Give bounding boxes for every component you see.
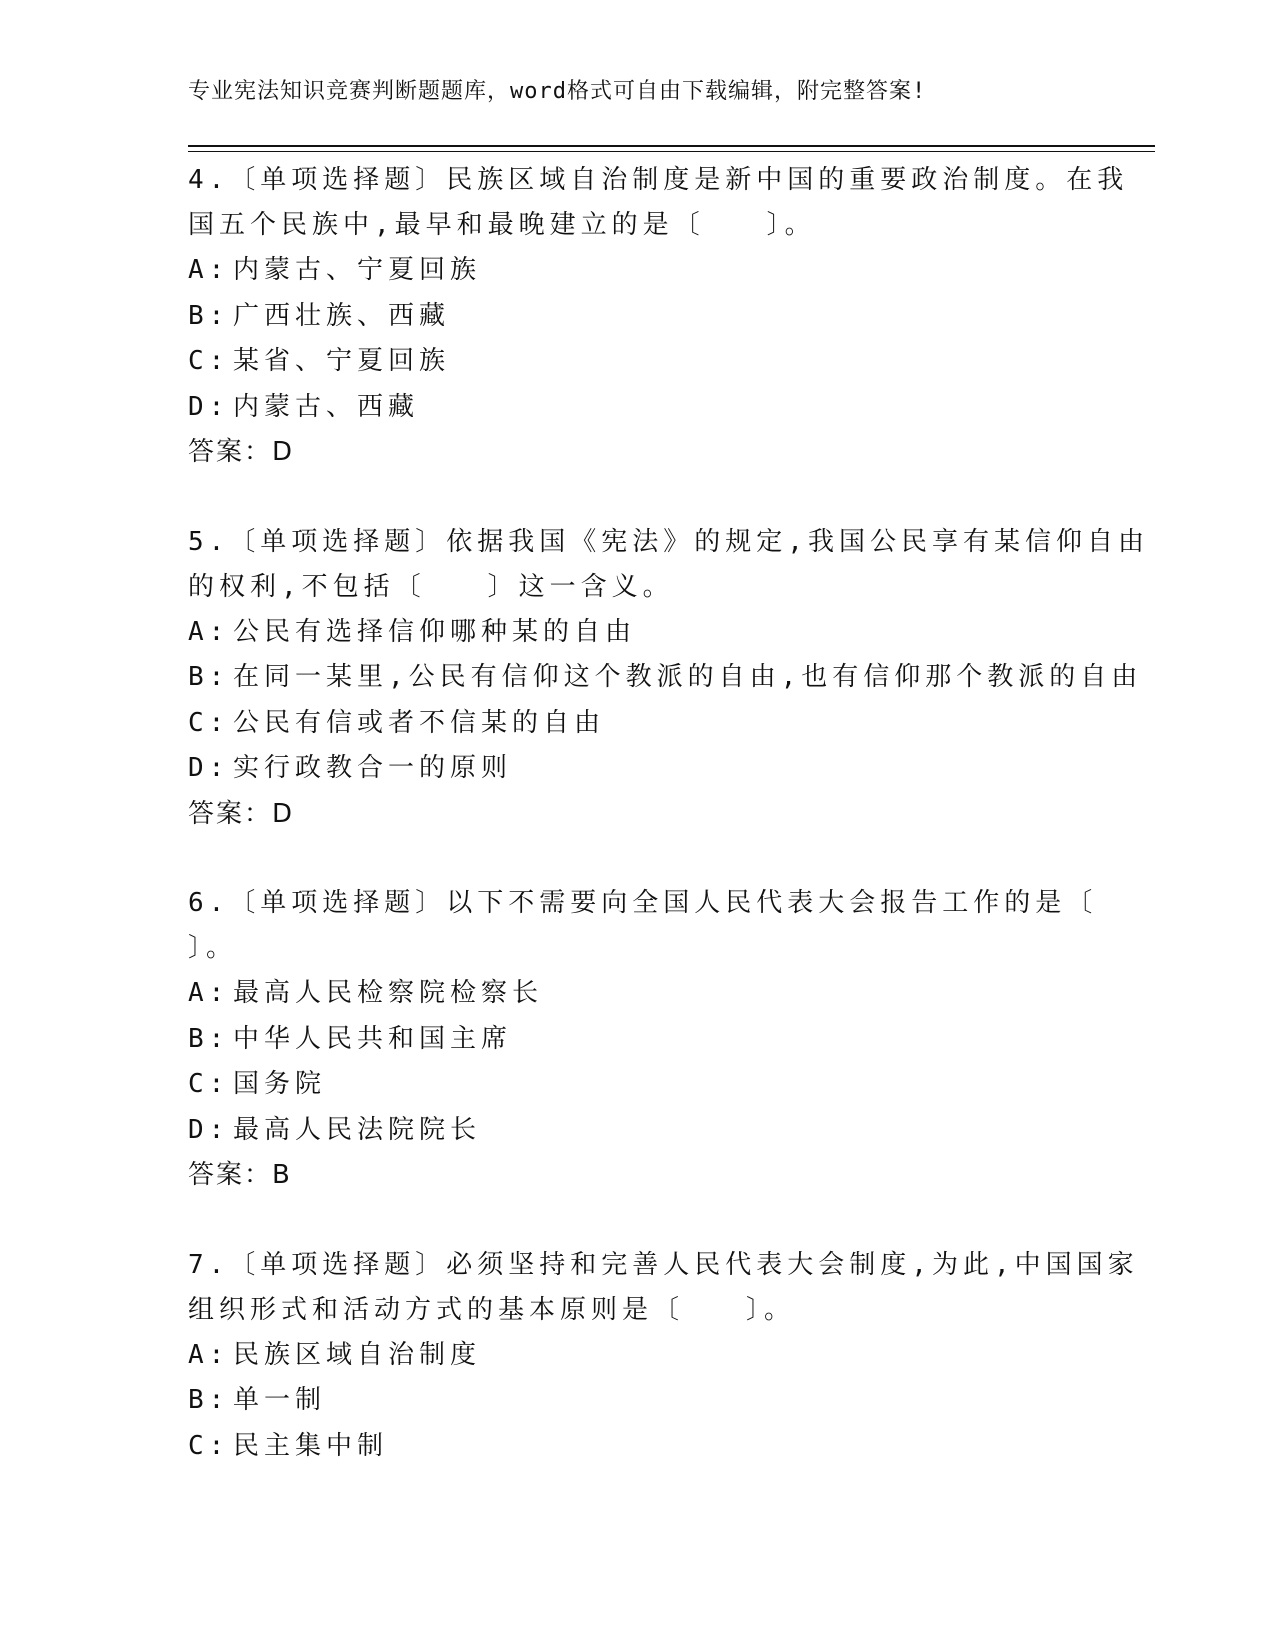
- question-stem-line: 〕。: [188, 933, 238, 963]
- question-7: [188, 1243, 1139, 1470]
- option-b: [188, 1378, 1088, 1424]
- option-letter: C:: [188, 1430, 230, 1461]
- option-c: [188, 701, 1088, 747]
- question-list: [188, 158, 1149, 1513]
- question-4: [188, 158, 1129, 476]
- question-stem-line: 国五个民族中,最早和最晚建立的是〔 〕。: [188, 210, 816, 240]
- option-letter: A:: [188, 1339, 230, 1370]
- question-5: [188, 520, 1149, 838]
- option-letter: A:: [188, 978, 230, 1008]
- option-a: [188, 1333, 1088, 1379]
- answer-line: 答案：B: [188, 1160, 292, 1190]
- option-letter: A:: [188, 255, 230, 285]
- option-text: 公民有选择信仰哪种某的自由: [233, 616, 637, 647]
- option-letter: B:: [188, 300, 230, 331]
- option-letter: B:: [188, 1385, 230, 1415]
- question-stem-line: 7.〔单项选择题〕必须坚持和完善人民代表大会制度,为此,中国国家: [188, 1249, 1139, 1280]
- question-stem-line: 组织形式和活动方式的基本原则是〔 〕。: [188, 1294, 796, 1325]
- option-a: [188, 971, 1088, 1017]
- option-d: [188, 1108, 1088, 1154]
- option-text: 在同一某里,公民有信仰这个教派的自由,也有信仰那个教派的自由: [233, 662, 1143, 692]
- option-letter: C:: [188, 346, 230, 376]
- option-text: 最高人民检察院检察长: [233, 978, 544, 1008]
- option-text: 单一制: [233, 1385, 327, 1415]
- option-text: 广西壮族、西藏: [233, 300, 451, 331]
- option-a: [188, 610, 1088, 656]
- answer-line: 答案：D: [188, 798, 295, 829]
- question-stem-line: 6.〔单项选择题〕以下不需要向全国人民代表大会报告工作的是〔: [188, 888, 1098, 918]
- option-text: 民主集中制: [233, 1430, 389, 1461]
- option-b: [188, 1017, 1088, 1063]
- option-letter: D:: [188, 753, 230, 783]
- question-stem-line: 5.〔单项选择题〕依据我国《宪法》的规定,我国公民享有某信仰自由: [188, 526, 1149, 557]
- option-text: 国务院: [233, 1069, 327, 1099]
- question-6: [188, 881, 1098, 1199]
- page-header: 专业宪法知识竞赛判断题题库，word格式可自由下载编辑，附完整答案!: [188, 79, 927, 104]
- option-c: [188, 1424, 1088, 1470]
- question-stem-line: 4.〔单项选择题〕民族区域自治制度是新中国的重要政治制度。在我: [188, 165, 1129, 195]
- header-rule-thin: [188, 151, 1155, 152]
- option-letter: B:: [188, 1023, 230, 1054]
- option-letter: C:: [188, 707, 230, 738]
- option-letter: A:: [188, 616, 230, 647]
- option-letter: C:: [188, 1069, 230, 1099]
- answer-line: 答案：D: [188, 437, 295, 467]
- option-letter: B:: [188, 662, 230, 692]
- option-text: 内蒙古、西藏: [233, 391, 420, 422]
- option-a: [188, 248, 1088, 294]
- option-text: 中华人民共和国主席: [233, 1023, 513, 1054]
- option-letter: D:: [188, 391, 230, 422]
- option-text: 最高人民法院院长: [233, 1114, 482, 1145]
- option-d: [188, 385, 1088, 431]
- question-stem-line: 的权利,不包括〔 〕这一含义。: [188, 571, 674, 602]
- option-text: 内蒙古、宁夏回族: [233, 255, 482, 285]
- option-c: [188, 339, 1088, 385]
- option-text: 民族区域自治制度: [233, 1339, 482, 1370]
- option-c: [188, 1062, 1088, 1108]
- option-text: 公民有信或者不信某的自由: [233, 707, 606, 738]
- option-text: 某省、宁夏回族: [233, 346, 451, 376]
- header-rule-thick: [188, 145, 1155, 147]
- option-d: [188, 746, 1088, 792]
- option-b: [188, 655, 1143, 701]
- option-b: [188, 294, 1088, 340]
- option-letter: D:: [188, 1114, 230, 1145]
- option-text: 实行政教合一的原则: [233, 753, 513, 783]
